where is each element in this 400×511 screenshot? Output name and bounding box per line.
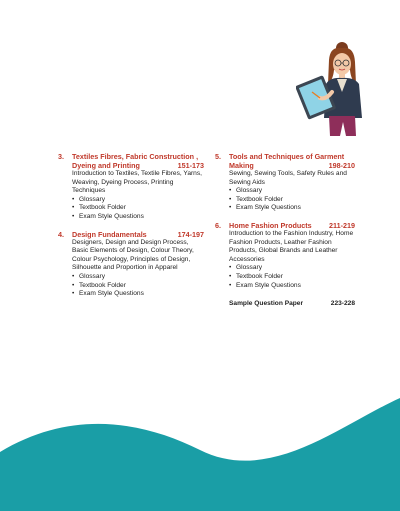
list-item: • Textbook Folder bbox=[229, 196, 355, 205]
list-item: • Exam Style Questions bbox=[229, 204, 355, 213]
section-heading bbox=[58, 152, 204, 170]
section-pages: 174-197 bbox=[177, 229, 204, 239]
section-subitems bbox=[72, 196, 204, 222]
section-number: 4. bbox=[58, 229, 64, 239]
section-description: Introduction to Textiles, Textile Fibres, Yarns, Weaving, Dyeing Process, Printing Techniques bbox=[72, 170, 202, 195]
list-item: • Textbook Folder bbox=[72, 204, 204, 213]
list-item: • Exam Style Questions bbox=[229, 282, 355, 291]
sample-paper-label: Sample Question Paper bbox=[229, 300, 304, 308]
section-description: Designers, Design and Design Process, Basic Elements of Design, Colour Theory, Colour Psychology, Principles of Design, Silhouette and Proportion in Apparel bbox=[72, 238, 194, 272]
section-pages: 198-210 bbox=[328, 161, 355, 170]
section-heading bbox=[58, 230, 204, 239]
section-title: Tools and Techniques of Garment bbox=[229, 152, 345, 161]
toc-section-4 bbox=[58, 230, 204, 299]
list-item: • Textbook Folder bbox=[72, 282, 204, 291]
list-item: • Exam Style Questions bbox=[72, 290, 204, 299]
section-number: 6. bbox=[215, 220, 221, 230]
section-subitems bbox=[229, 187, 355, 213]
section-description: Sewing, Sewing Tools, Safety Rules and Sewing Aids bbox=[229, 170, 347, 186]
toc-column-left bbox=[58, 152, 204, 307]
section-title: Making bbox=[229, 161, 254, 170]
list-item: • Textbook Folder bbox=[229, 273, 355, 282]
sample-question-paper bbox=[229, 300, 355, 307]
toc-column-right bbox=[215, 152, 355, 307]
section-title: Home Fashion Products bbox=[229, 220, 312, 230]
section-pages: 151-173 bbox=[177, 161, 204, 170]
sample-paper-pages: 223-228 bbox=[330, 300, 355, 308]
list-item: • Glossary bbox=[229, 264, 355, 273]
list-item: • Exam Style Questions bbox=[72, 213, 204, 222]
list-item: • Glossary bbox=[72, 273, 204, 282]
section-title: Dyeing and Printing bbox=[72, 161, 140, 170]
section-number: 5. bbox=[215, 152, 221, 161]
list-item: • Glossary bbox=[229, 187, 355, 196]
toc-section-5 bbox=[215, 152, 355, 213]
toc-section-3 bbox=[58, 152, 204, 222]
section-number: 3. bbox=[58, 152, 64, 161]
teal-wave-decoration bbox=[0, 380, 400, 511]
section-title: Design Fundamentals bbox=[72, 229, 147, 239]
section-subitems bbox=[229, 264, 355, 290]
section-title: Textiles Fibres, Fabric Construction , bbox=[72, 152, 199, 161]
section-pages: 211-219 bbox=[329, 220, 355, 230]
toc-section-6 bbox=[215, 221, 355, 290]
section-subitems bbox=[72, 273, 204, 299]
section-description: Introduction to the Fashion Industry, Home Fashion Products, Leather Fashion Products, Global Brands and Leather Accessories bbox=[229, 229, 354, 263]
list-item: • Glossary bbox=[72, 196, 204, 205]
section-heading bbox=[215, 221, 355, 230]
section-heading bbox=[215, 152, 355, 170]
woman-with-tablet-illustration bbox=[296, 40, 380, 136]
